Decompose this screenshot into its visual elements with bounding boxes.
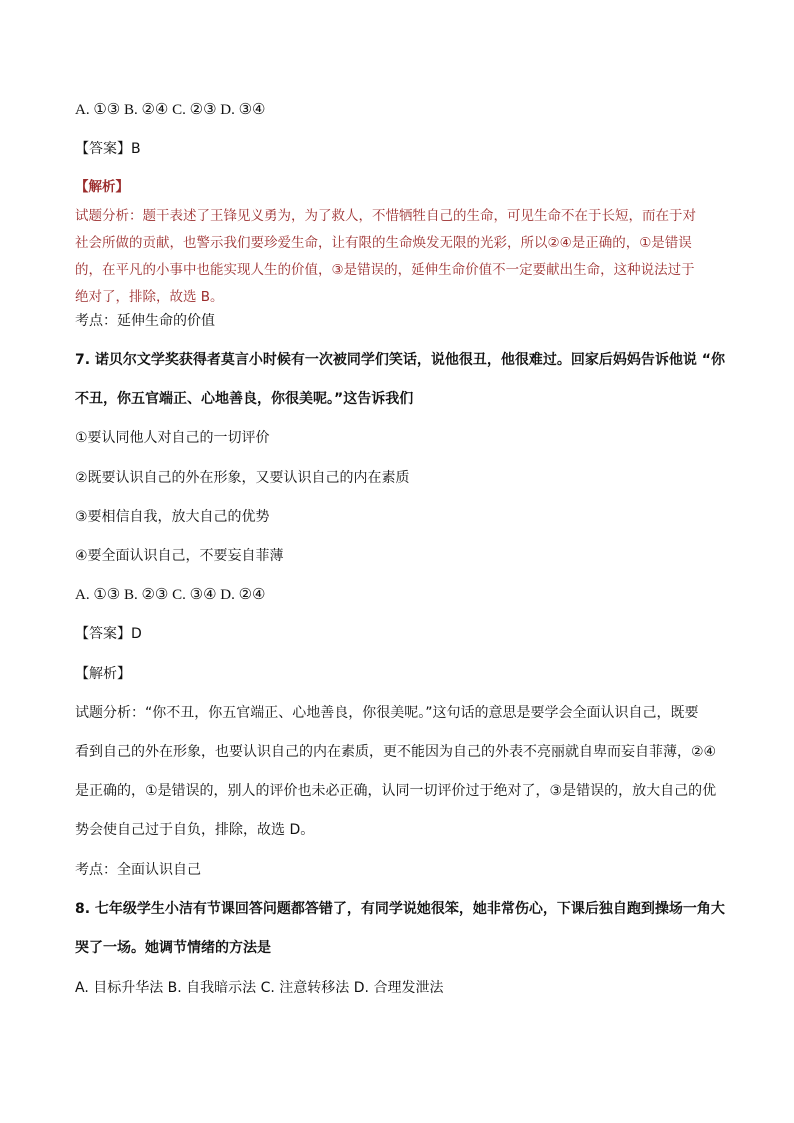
q8-stem-line-2: 哭了一场。她调节情绪的方法是	[75, 940, 271, 956]
q7-item-3: ③要相信自我，放大自己的优势	[75, 509, 270, 525]
q7-item-4: ④要全面认识自己，不要妄自菲薄	[75, 548, 284, 564]
q6-answer: 【答案】B	[75, 141, 141, 157]
q7-kaodian: 考点：全面认识自己	[75, 862, 201, 878]
q7-analysis-line-4: 势会使自己过于自负，排除，故选 D。	[75, 822, 315, 838]
q6-analysis-line-1: 试题分析：题干表述了王锋见义勇为，为了救人，不惜牺牲自己的生命，可见生命不在于长短，而在于对	[75, 208, 696, 224]
q7-item-2: ②既要认识自己的外在形象，又要认识自己的内在素质	[75, 470, 410, 486]
q7-stem-line-1: 7. 诺贝尔文学奖获得者莫言小时候有一次被同学们笑话，说他很丑，他很难过。回家后妈妈告诉他说 “你	[75, 352, 726, 368]
q7-options: A. ①③ B. ②③ C. ③④ D. ②④	[75, 587, 266, 603]
q7-analysis-line-2: 看到自己的外在形象，也要认识自己的内在素质，更不能因为自己的外表不亮丽就自卑而妄自菲薄，②④	[75, 744, 717, 760]
q8-options: A. 目标升华法 B. 自我暗示法 C. 注意转移法 D. 合理发泄法	[75, 980, 444, 996]
q7-analysis-header: 【解析】	[75, 666, 131, 682]
q7-analysis-line-1: 试题分析：“你不丑，你五官端正、心地善良，你很美呢。”这句话的意思是要学会全面认识自己，既要	[75, 705, 699, 721]
q8-stem-line-1: 8. 七年级学生小洁有节课回答问题都答错了，有同学说她很笨，她非常伤心，下课后独自跑到操场一角大	[75, 901, 725, 917]
q7-stem-line-2: 不丑，你五官端正、心地善良，你很美呢。”这告诉我们	[75, 391, 414, 407]
q6-analysis-line-3: 的，在平凡的小事中也能实现人生的价值，③是错误的，延伸生命价值不一定要献出生命，这种说法过于	[75, 262, 695, 278]
q6-options: A. ①③ B. ②④ C. ②③ D. ③④	[75, 102, 266, 118]
q7-item-1: ①要认同他人对自己的一切评价	[75, 430, 270, 446]
q6-analysis-line-2: 社会所做的贡献，也警示我们要珍爱生命，让有限的生命焕发无限的光彩，所以②④是正确的，①是错误	[75, 235, 692, 251]
q6-analysis-line-4: 绝对了，排除，故选 B。	[75, 289, 224, 305]
q6-kaodian: 考点：延伸生命的价值	[75, 313, 215, 329]
q6-analysis-header: 【解析】	[75, 179, 129, 195]
q7-analysis-line-3: 是正确的，①是错误的，别人的评价也未必正确，认同一切评价过于绝对了，③是错误的，放大自己的优	[75, 783, 717, 799]
q7-answer: 【答案】D	[75, 626, 142, 642]
